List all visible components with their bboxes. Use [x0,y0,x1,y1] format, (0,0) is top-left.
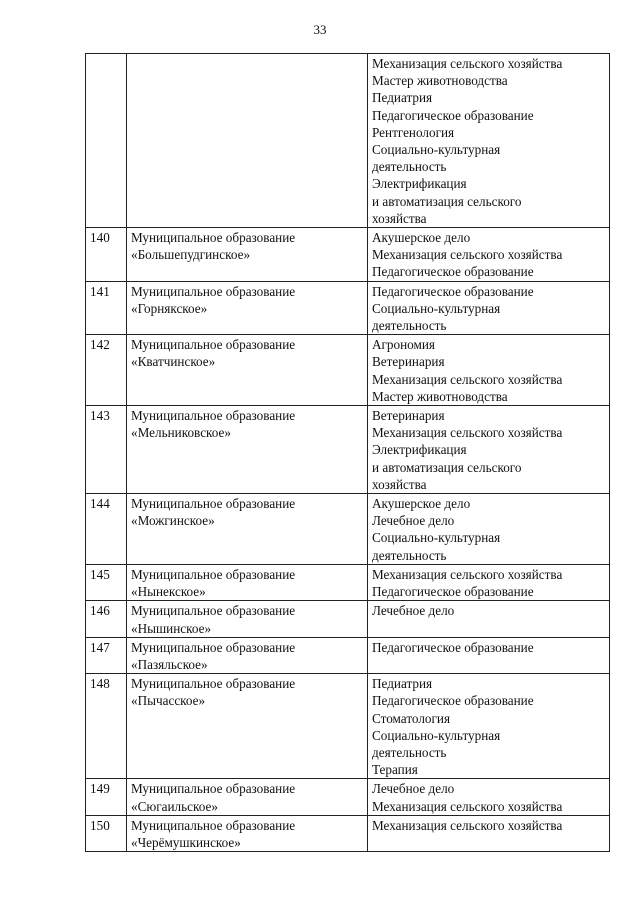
specialty-line: Механизация сельского хозяйства [372,566,563,582]
specialty-line: Ветеринария [372,354,445,370]
specialties-cell [368,281,610,335]
specialty-line: Социально-культурная [372,300,501,316]
municipality-name-line: «Черёмушкинское» [131,834,241,850]
specialty-line: и автоматизация сельского [372,459,522,475]
municipality-name-line: «Сюгаильское» [131,798,218,814]
municipality-cell [127,228,368,282]
specialty-line: Социально-культурная [372,727,501,743]
municipality-cell [127,281,368,335]
specialty-line: Педагогическое образование [372,283,534,299]
row-number: 145 [86,564,127,600]
specialty-line: Механизация сельского хозяйства [372,247,563,263]
row-number: 142 [86,335,127,406]
table-row [86,564,610,600]
municipality-name-line: «Кватчинское» [131,354,216,370]
table-row [86,281,610,335]
specialty-line: и автоматизация сельского [372,193,522,209]
row-number: 144 [86,494,127,565]
specialty-line: Рентгенология [372,124,455,140]
municipality-name-line: Муниципальное образование [131,566,296,582]
municipality-cell [127,54,368,228]
table-row [86,601,610,637]
specialties-cell [368,779,610,815]
municipality-name-line: Муниципальное образование [131,781,296,797]
specialty-line: Педиатрия [372,676,433,692]
specialties-cell [368,494,610,565]
specialty-line: Лечебное дело [372,513,455,529]
table-row [86,815,610,851]
municipality-name-line: Муниципальное образование [131,408,296,424]
specialty-line: Педагогическое образование [372,639,534,655]
municipality-name-line: «Пычасское» [131,693,206,709]
specialty-line: деятельность [372,547,447,563]
specialty-line: Механизация сельского хозяйства [372,817,563,833]
municipality-cell [127,637,368,673]
table-row [86,335,610,406]
specialty-line: Педиатрия [372,90,433,106]
row-number: 150 [86,815,127,851]
specialty-line: Механизация сельского хозяйства [372,371,563,387]
specialty-line: хозяйства [372,476,427,492]
specialty-line: Педагогическое образование [372,107,534,123]
specialty-line: Агрономия [372,337,435,353]
specialties-cell [368,564,610,600]
municipality-name-line: «Можгинское» [131,513,215,529]
municipality-name-line: Муниципальное образование [131,283,296,299]
specialty-line: деятельность [372,159,447,175]
specialty-line: Социально-культурная [372,142,501,158]
specialty-line: Педагогическое образование [372,693,534,709]
municipality-name-line: Муниципальное образование [131,337,296,353]
specialty-line: Механизация сельского хозяйства [372,798,563,814]
table-body [86,54,610,852]
municipality-name-line: Муниципальное образование [131,639,296,655]
table-row [86,637,610,673]
specialty-line: Механизация сельского хозяйства [372,425,563,441]
specialty-line: Механизация сельского хозяйства [372,56,563,71]
table-row [86,406,610,494]
row-number [86,54,127,228]
specialty-line: Акушерское дело [372,496,471,512]
specialty-line: Социально-культурная [372,530,501,546]
specialties-cell [368,601,610,637]
municipality-cell [127,779,368,815]
municipality-name-line: «Мельниковское» [131,425,231,441]
specialties-cell [368,54,610,228]
municipality-name-line: Муниципальное образование [131,817,296,833]
specialties-cell [368,335,610,406]
specialty-line: Акушерское дело [372,230,471,246]
municipality-cell [127,815,368,851]
municipality-specialties-table [85,53,610,852]
municipality-name-line: «Горнякское» [131,300,208,316]
table-row [86,228,610,282]
table-row [86,674,610,779]
specialty-line: Педагогическое образование [372,264,534,280]
specialty-line: Лечебное дело [372,781,455,797]
specialty-line: Электрификация [372,176,467,192]
specialties-cell [368,406,610,494]
municipality-cell [127,406,368,494]
municipality-cell [127,564,368,600]
specialty-line: Электрификация [372,442,467,458]
table-row [86,779,610,815]
municipality-name-line: «Пазяльское» [131,656,208,672]
specialty-line: Мастер животноводства [372,73,508,89]
row-number: 146 [86,601,127,637]
table-row [86,54,610,228]
specialties-cell [368,637,610,673]
specialty-line: хозяйства [372,210,427,226]
row-number: 141 [86,281,127,335]
municipality-name-line: «Большепудгинское» [131,247,251,263]
specialties-cell [368,228,610,282]
row-number: 143 [86,406,127,494]
municipality-name-line: Муниципальное образование [131,603,296,619]
table-row [86,494,610,565]
specialty-line: Мастер животноводства [372,388,508,404]
municipality-cell [127,335,368,406]
municipality-cell [127,674,368,779]
municipality-name-line: «Нышинское» [131,620,212,636]
specialty-line: деятельность [372,744,447,760]
municipality-name-line: Муниципальное образование [131,230,296,246]
specialties-cell [368,674,610,779]
municipality-cell [127,494,368,565]
row-number: 140 [86,228,127,282]
specialty-line: Лечебное дело [372,603,455,619]
row-number: 148 [86,674,127,779]
municipality-name-line: «Нынекское» [131,584,206,600]
municipality-name-line: Муниципальное образование [131,496,296,512]
page-number: 33 [313,22,327,37]
specialties-cell [368,815,610,851]
specialty-line: Педагогическое образование [372,584,534,600]
row-number: 147 [86,637,127,673]
municipality-name-line: Муниципальное образование [131,676,296,692]
municipality-cell [127,601,368,637]
specialty-line: Терапия [372,762,418,778]
specialty-line: деятельность [372,318,447,334]
specialty-line: Ветеринария [372,408,445,424]
specialty-line: Стоматология [372,710,451,726]
row-number: 149 [86,779,127,815]
